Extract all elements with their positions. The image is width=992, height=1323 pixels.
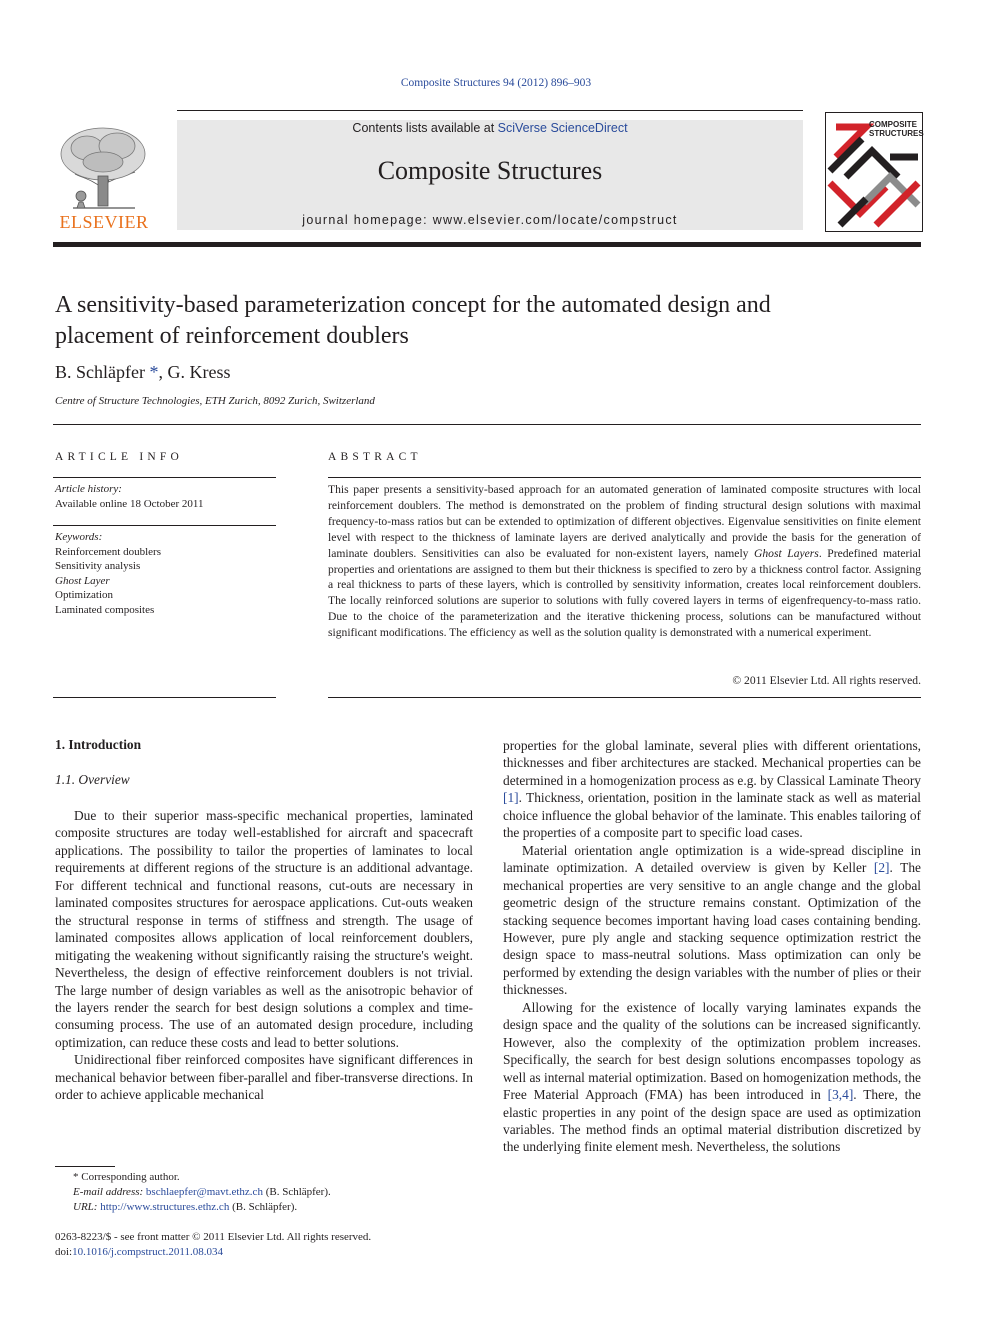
cover-label: [869, 120, 924, 138]
section-heading: 1. Introduction: [55, 737, 142, 752]
keyword: Optimization: [55, 589, 114, 601]
header-divider: [177, 110, 803, 111]
author-separator: ,: [158, 362, 168, 382]
keywords-rule: [53, 525, 276, 526]
left-column-body: [55, 807, 473, 1104]
right-column-body: [503, 737, 921, 1156]
doi-link[interactable]: 10.1016/j.compstruct.2011.08.034: [72, 1246, 223, 1258]
header-thick-rule: [53, 242, 921, 247]
homepage-link[interactable]: www.elsevier.com/locate/compstruct: [432, 213, 678, 227]
affiliation: Centre of Structure Technologies, ETH Zurich, 8092 Zurich, Switzerland: [55, 395, 375, 407]
reference-link[interactable]: [1]: [503, 790, 519, 806]
body-paragraph: Unidirectional fiber reinforced composites have significant differences in mechanical behavior between fiber-parallel and fiber-transverse directions. In order to achieve applicable mechanical: [55, 1052, 473, 1103]
affiliation-rule: [53, 424, 921, 425]
article-info-bottom-rule: [53, 697, 276, 698]
abstract-italic-term: Ghost Layers: [754, 546, 819, 560]
reference-link[interactable]: [3,4]: [827, 1087, 854, 1103]
footnote-rule: [55, 1166, 115, 1167]
abstract-bottom-rule: [328, 697, 921, 698]
issn-line: 0263-8223/$ - see front matter © 2011 Elsevier Ltd. All rights reserved.: [55, 1231, 372, 1243]
sciencedirect-link[interactable]: SciVerse ScienceDirect: [497, 121, 628, 135]
subsection-heading: 1.1. Overview: [55, 772, 130, 787]
keywords: [55, 530, 161, 617]
abstract-heading: ABSTRACT: [328, 451, 422, 463]
body-paragraph: Due to their superior mass-specific mechanical properties, laminated composite structures are today well-established for aircraft and spacecraft applications. The possibility to tailor the properties of laminates to local requirements at different regions of the structure is an additional advantage. For different technical and functional reasons, cut-outs are necessary in laminated composites structures for aerospace applications. Cut-outs weaken the structural response in terms of stiffness and strength. The usage of laminated composites allows application of local reinforcement doublers, mitigating the weakening without significantly raising the structure's weight. Nevertheless, the design of effective reinforcement doublers is not trivial. The large number of design variables as well as the anisotropic behavior of the layers render the search for best design solutions a complex and time-consuming process. The use of an automated design procedure, including optimization, can reduce these costs and lead to better solutions.: [55, 808, 473, 1050]
reference-link[interactable]: [2]: [873, 860, 890, 876]
email-link[interactable]: bschlaepfer@mavt.ethz.ch: [145, 1186, 263, 1198]
contents-line: [177, 121, 803, 135]
abstract-copyright: © 2011 Elsevier Ltd. All rights reserved.: [732, 674, 921, 687]
abstract-part2: . Predefined material properties and orientations are assigned to them but their thickness is specified to zero by a thickness control factor. Assigning a real thickness to parts of these layers, which is controlled by sensitivity information, creates local reinforcement doublers. The locally reinforced solutions are superior to solutions with fully covered layers in terms of eigenfrequency-to-mass ratio. Due to the choice of the parameterization and the iterative thickening process, solutions can be manufactured without significant modifications. The efficiency as well as the solution quality is demonstrated with a numerical experiment.: [328, 546, 922, 640]
footnote-email: E-mail address: bschlaepfer@mavt.ethz.ch (B. Schläpfer).: [73, 1186, 331, 1198]
paper-title: A sensitivity-based parameterization concept for the automated design and placement of reinforcement doublers: [55, 292, 771, 349]
abstract-part1: This paper presents a sensitivity-based approach for an automated generation of laminated composite structures with local reinforcement doublers. The method is demonstrated on the problem of finding structural design solutions with maximal frequency-to-mass ratios but can be extended to optimization of different objectives. Eigenvalue sensitivities on finite element level with respect to the thickness of laminate layers are derived analytically and provide the basis for the generation of laminate doublers. Sensitivities can also be evaluated for non-existent layers, namely: [328, 483, 921, 560]
url-link[interactable]: http://www.structures.ethz.ch: [100, 1201, 230, 1213]
journal-title: Composite Structures: [377, 156, 603, 185]
footnote: [55, 1170, 331, 1215]
body-paragraph: properties for the global laminate, several plies with different orientations, thicknesses and fiber architectures are stacked. Mechanical properties can be determined in a homogenization process as e.g. by Classical Laminate Theory [1]. Thickness, orientation, position in the laminate stack as well as material choice influence the global behavior of the laminate. This enables tailoring of the properties of a composite part to specific load cases.: [503, 738, 921, 841]
article-info-heading: ARTICLE INFO: [55, 451, 183, 463]
keyword: Sensitivity analysis: [55, 560, 141, 572]
homepage-prefix: journal homepage:: [302, 213, 433, 227]
author-list: [55, 362, 230, 383]
keywords-label: Keywords:: [55, 531, 103, 543]
author-1: B. Schläpfer: [55, 362, 145, 382]
article-history: [55, 482, 203, 511]
footnote-url: URL: http://www.structures.ethz.ch (B. Schläpfer).: [73, 1201, 298, 1213]
cover-label-line2: STRUCTURES: [869, 129, 924, 138]
footnote-corresponding: * Corresponding author.: [73, 1171, 180, 1183]
cover-label-line1: COMPOSITE: [869, 120, 918, 129]
page-footer: [55, 1230, 371, 1260]
author-2: G. Kress: [167, 362, 231, 382]
contents-prefix: Contents lists available at: [352, 121, 498, 135]
keyword: Laminated composites: [55, 603, 155, 616]
body-paragraph: Material orientation angle optimization is a wide-spread discipline in laminate optimization. A detailed overview is given by Keller [2]. The mechanical properties are very sensitive to an angle change and the global geometric design of the structure remains constant. Optimization of the stacking sequence becomes important having load cases containing bending. However, pure ply angle and stacking sequence optimization restrict the design space to mass-neutral solutions. Mass optimization can only be performed by extending the design variables with the number of plies or their thicknesses.: [503, 842, 921, 998]
keyword: Reinforcement doublers: [55, 545, 161, 558]
keyword: Ghost Layer: [55, 574, 110, 587]
abstract-text: [328, 482, 921, 641]
elsevier-wordmark: ELSEVIER: [59, 212, 149, 232]
history-label: Article history:: [55, 483, 122, 495]
abstract-rule: [328, 477, 921, 478]
article-info-rule: [53, 477, 276, 478]
body-paragraph: Allowing for the existence of locally varying laminates expands the design space and the quality of the solutions can be increased significantly. However, also the complexity of the optimization problem increases. Specifically, the search for best design solutions encompasses topology as well as internal material optimization. Based on homogenization methods, the Free Material Approach (FMA) has been introduced in [3,4]. There, the elastic properties in any point of the design space are used as optimization variables. The method finds an optimal material distribution discretized by the underlying finite element mesh. Nevertheless, the solutions: [503, 999, 921, 1155]
history-value: Available online 18 October 2011: [55, 497, 204, 510]
corresponding-author-marker[interactable]: *: [149, 362, 159, 382]
doi-line: doi:10.1016/j.compstruct.2011.08.034: [55, 1246, 223, 1258]
journal-homepage: [177, 213, 803, 227]
journal-citation[interactable]: Composite Structures 94 (2012) 896–903: [400, 77, 592, 89]
